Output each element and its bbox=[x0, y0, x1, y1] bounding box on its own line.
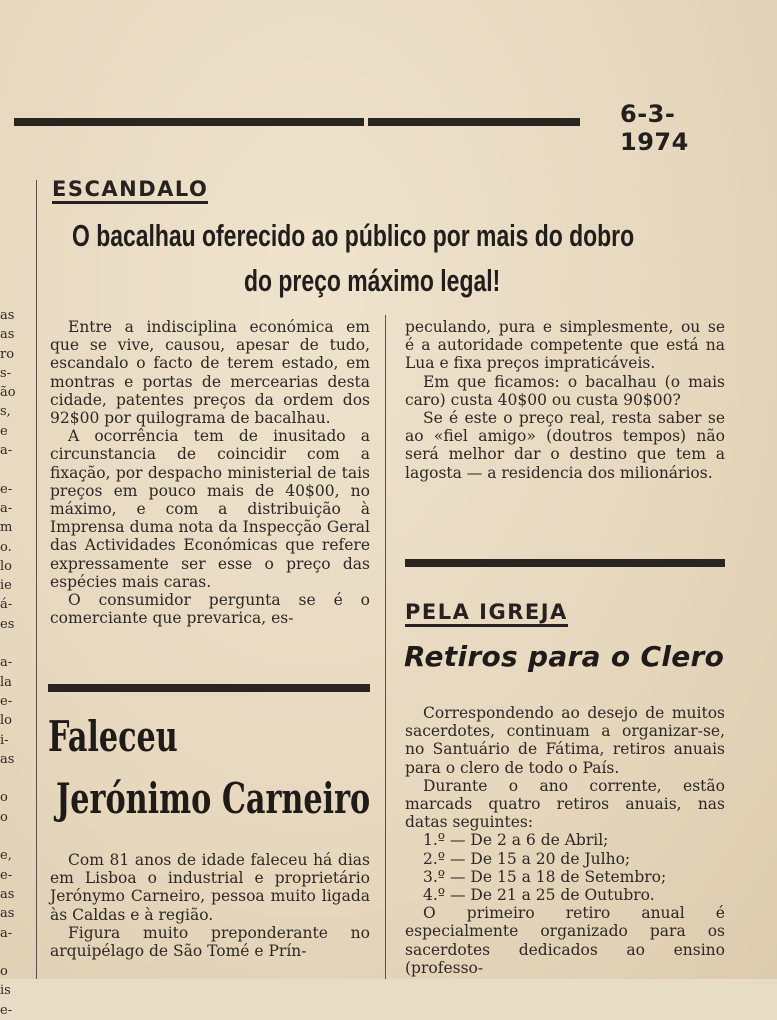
edge-fragment: a- bbox=[0, 925, 13, 941]
edge-fragment: s- bbox=[0, 365, 12, 381]
edge-fragment: o. bbox=[0, 539, 12, 555]
article1-col1-paragraph: A ocorrência tem de inusitado a circunstancia de coincidir com a fixação, por despacho ministerial de tais preços em pouco mais de 40$00, no máximo, e com a distribuição à Imprensa duma nota da Inspecção Geral das Actividades Económicas que refere expressamente ser esse o preço das espécies mais caras. bbox=[50, 427, 370, 591]
obituary-paragraph: Com 81 anos de idade faleceu há dias em Lisboa o industrial e proprietário Jerónymo Carneiro, pessoa muito ligada às Caldas e à região. bbox=[50, 851, 370, 924]
edge-fragment: lo bbox=[0, 713, 12, 729]
section-label-escandalo: ESCANDALO bbox=[52, 178, 208, 204]
edge-fragment: a- bbox=[0, 443, 13, 459]
article1-col1-paragraph: O consumidor pergunta se é o comerciante que prevarica, es- bbox=[50, 591, 370, 628]
previous-column-fragments bbox=[0, 306, 20, 1020]
article1-col2-paragraph: peculando, pura e simplesmente, ou se é a autoridade competente que está na Lua e fixa preços impraticáveis. bbox=[405, 318, 725, 373]
retiros-paragraph: O primeiro retiro anual é especialmente organizado para os sacerdotes dedicados ao ensino (professo- bbox=[405, 904, 725, 977]
obituary-title-line-1: Faleceu bbox=[48, 712, 178, 761]
edge-fragment: ro bbox=[0, 346, 15, 362]
retiros-paragraph: Durante o ano corrente, estão marcads quatro retiros anuais, nas datas seguintes: bbox=[405, 776, 725, 832]
edge-fragment: e- bbox=[0, 693, 13, 709]
retiro-date-item: 1.º — De 2 a 6 de Abril; bbox=[423, 831, 609, 850]
column-rule-left bbox=[48, 684, 370, 692]
obituary-paragraph: Figura muito preponderante no arquipélago de São Tomé e Prín- bbox=[50, 923, 370, 961]
article1-col2-paragraph: Em que ficamos: o bacalhau (o mais caro) custa 40$00 ou custa 90$00? bbox=[405, 372, 725, 409]
edge-fragment: lo bbox=[0, 558, 12, 574]
edge-fragment: m bbox=[0, 520, 13, 536]
edge-fragment: e- bbox=[0, 1002, 13, 1018]
edge-fragment bbox=[0, 827, 20, 846]
edge-fragment bbox=[0, 943, 20, 962]
edge-fragment: s, bbox=[0, 404, 11, 420]
edge-fragment: as bbox=[0, 751, 15, 767]
edge-fragment: ão bbox=[0, 385, 16, 401]
edge-fragment: e- bbox=[0, 481, 13, 497]
edge-fragment: e, bbox=[0, 848, 12, 864]
edge-fragment bbox=[0, 769, 20, 788]
retiros-body bbox=[405, 704, 725, 977]
edge-fragment: la bbox=[0, 674, 12, 690]
edge-fragment: as bbox=[0, 886, 15, 902]
edge-fragment: as bbox=[0, 327, 15, 343]
edge-fragment: o bbox=[0, 809, 8, 825]
edge-fragment bbox=[0, 634, 20, 653]
edge-fragment: ie bbox=[0, 578, 12, 594]
column-divider-middle bbox=[385, 315, 386, 979]
edge-fragment: a- bbox=[0, 500, 13, 516]
retiro-date-item: 4.º — De 21 a 25 de Outubro. bbox=[423, 886, 655, 905]
retiros-title: Retiros para o Clero bbox=[404, 640, 725, 673]
headline-line-1: O bacalhau oferecido ao público por mais do dobro bbox=[72, 218, 635, 253]
edge-fragment: a- bbox=[0, 655, 13, 671]
header-rule-left bbox=[14, 118, 364, 126]
article1-column-2 bbox=[405, 318, 725, 482]
obituary-body bbox=[50, 851, 370, 960]
issue-date: 6-3-1974 bbox=[620, 100, 689, 156]
edge-fragment: e- bbox=[0, 867, 13, 883]
edge-fragment: as bbox=[0, 308, 15, 323]
column-rule-right bbox=[405, 559, 725, 567]
section-label-pela-igreja: PELA IGREJA bbox=[405, 601, 568, 627]
edge-fragment: o bbox=[0, 964, 8, 980]
retiro-date-item: 2.º — De 15 a 20 de Julho; bbox=[423, 849, 631, 868]
obituary-title-line-2: Jerónimo Carneiro bbox=[56, 774, 371, 823]
retiros-paragraph: Correspondendo ao desejo de muitos sacerdotes, continuam a organizar-se, no Santuário de Fátima, retiros anuais para o clero de todo o País. bbox=[405, 704, 725, 777]
edge-fragment: á- bbox=[0, 597, 13, 613]
column-divider-left bbox=[36, 180, 37, 979]
article1-col2-paragraph: Se é este o preço real, resta saber se ao «fiel amigo» (doutros tempos) não será melhor dar o destino que tem a lagosta — a residencia dos milionários. bbox=[405, 409, 725, 482]
article1-col1-paragraph: Entre a indisciplina económica em que se vive, causou, apesar de tudo, escandalo o facto de terem estado, em montras e portas de mercearias desta cidade, patentes preços da ordem dos 92$00 por quilograma de bacalhau. bbox=[50, 318, 370, 428]
header-rule-right bbox=[368, 118, 580, 126]
edge-fragment: e bbox=[0, 423, 8, 439]
retiro-date-item: 3.º — De 15 a 18 de Setembro; bbox=[423, 867, 667, 886]
edge-fragment: i- bbox=[0, 732, 9, 748]
edge-fragment bbox=[0, 460, 20, 479]
edge-fragment: es bbox=[0, 616, 15, 632]
headline-line-2: do preço máximo legal! bbox=[244, 263, 501, 298]
edge-fragment: o bbox=[0, 790, 8, 806]
article1-column-1 bbox=[50, 318, 370, 627]
edge-fragment: is bbox=[0, 983, 11, 999]
edge-fragment: as bbox=[0, 906, 15, 922]
